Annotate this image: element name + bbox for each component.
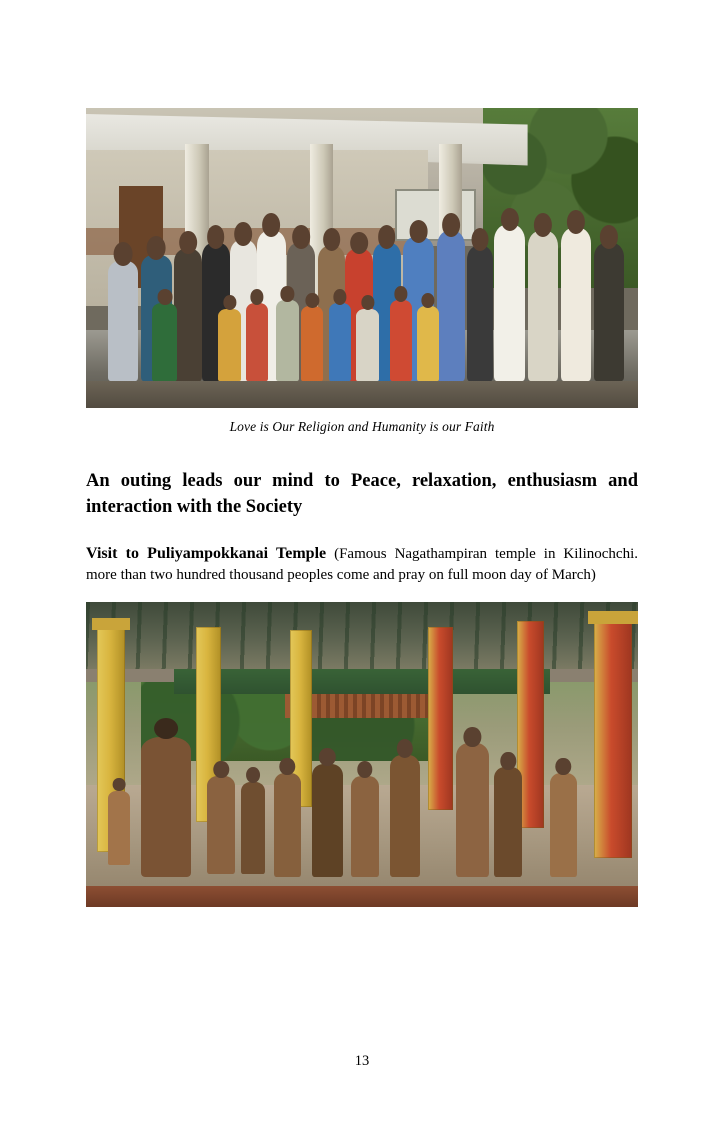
figure-group-photo xyxy=(86,108,638,408)
photo-pillar xyxy=(594,614,633,858)
photo-person-head xyxy=(378,225,396,248)
photo-child xyxy=(246,303,268,381)
photo-devotee-head xyxy=(397,739,413,759)
photo-child-head xyxy=(333,289,346,305)
photo-person-head xyxy=(234,222,252,246)
photo-artwork-bottom xyxy=(86,602,638,907)
photo-person xyxy=(467,246,493,381)
photo-child xyxy=(301,306,323,381)
photo-child-head xyxy=(394,286,407,301)
photo-devotee xyxy=(351,776,379,877)
paragraph-rest: (Famous Nagathampiran temple in Kilinochchi. more than two hundred thousand peoples come and pray on full moon day of March) xyxy=(86,545,639,583)
photo-artwork-top xyxy=(86,108,638,408)
figure-caption-top: Love is Our Religion and Humanity is our Faith xyxy=(229,419,495,434)
photo-person-head xyxy=(501,208,519,231)
photo-devotee xyxy=(550,773,578,877)
paragraph-lead: Visit to Puliyampokkanai Temple xyxy=(86,544,327,562)
photo-person xyxy=(594,243,624,381)
photo-person-head xyxy=(472,228,489,251)
photo-devotee xyxy=(456,743,489,877)
photo-devotee-head xyxy=(319,748,335,766)
photo-child xyxy=(417,306,439,381)
photo-devotee-head xyxy=(214,761,229,779)
photo-devotee xyxy=(241,782,266,874)
photo-person xyxy=(528,231,558,381)
photo-person-head xyxy=(534,213,552,237)
photo-person-head xyxy=(323,228,341,251)
photo-pillar xyxy=(428,627,453,810)
photo-devotee xyxy=(108,791,130,864)
body-paragraph xyxy=(86,543,638,586)
photo-person xyxy=(494,225,524,381)
photo-person-head xyxy=(350,232,368,254)
photo-person-head xyxy=(600,225,618,248)
photo-devotee xyxy=(494,767,522,877)
photo-child xyxy=(276,300,298,381)
photo-child xyxy=(218,309,240,381)
photo-pillar-capital xyxy=(92,618,131,630)
photo-person-head xyxy=(442,213,460,237)
photo-pillar-capital xyxy=(588,611,638,623)
photo-person-head xyxy=(409,220,428,243)
photo-person-head xyxy=(179,231,197,255)
page-number: 13 xyxy=(354,1053,370,1069)
figure-temple-photo xyxy=(86,602,638,907)
photo-devotee-head xyxy=(154,718,178,739)
photo-floor-band xyxy=(86,886,638,907)
document-page xyxy=(0,108,724,1132)
page-title: An outing leads our mind to Peace, relaxation, enthusiasm and interaction with the Society xyxy=(86,471,638,518)
photo-devotee xyxy=(390,755,420,877)
photo-child xyxy=(329,303,351,381)
photo-person-head xyxy=(292,225,310,248)
photo-child xyxy=(152,303,177,381)
photo-child xyxy=(356,309,378,381)
photo-person xyxy=(437,231,466,381)
photo-devotee-head xyxy=(501,752,516,771)
photo-person xyxy=(108,261,138,381)
photo-person-head xyxy=(263,213,281,237)
photo-devotee-head xyxy=(113,778,126,792)
photo-child-head xyxy=(250,289,263,305)
photo-person-head xyxy=(114,242,133,266)
photo-child-head xyxy=(281,286,294,301)
photo-person xyxy=(561,228,591,381)
photo-person-head xyxy=(567,210,585,234)
photo-ground xyxy=(86,381,638,408)
photo-person-head xyxy=(147,236,166,260)
photo-devotee-head xyxy=(357,761,372,778)
photo-devotee-head xyxy=(280,758,295,776)
photo-person-head xyxy=(207,225,225,248)
photo-noticeboard xyxy=(395,189,476,241)
photo-person xyxy=(174,249,202,381)
photo-devotee xyxy=(312,764,342,877)
photo-child-head xyxy=(157,289,172,305)
photo-devotee xyxy=(141,737,191,877)
photo-devotee-head xyxy=(464,727,481,747)
photo-roof-beams xyxy=(86,602,638,669)
photo-devotee-head xyxy=(556,758,571,776)
photo-devotee xyxy=(274,773,302,877)
photo-child xyxy=(390,300,412,381)
photo-devotee xyxy=(207,776,235,874)
